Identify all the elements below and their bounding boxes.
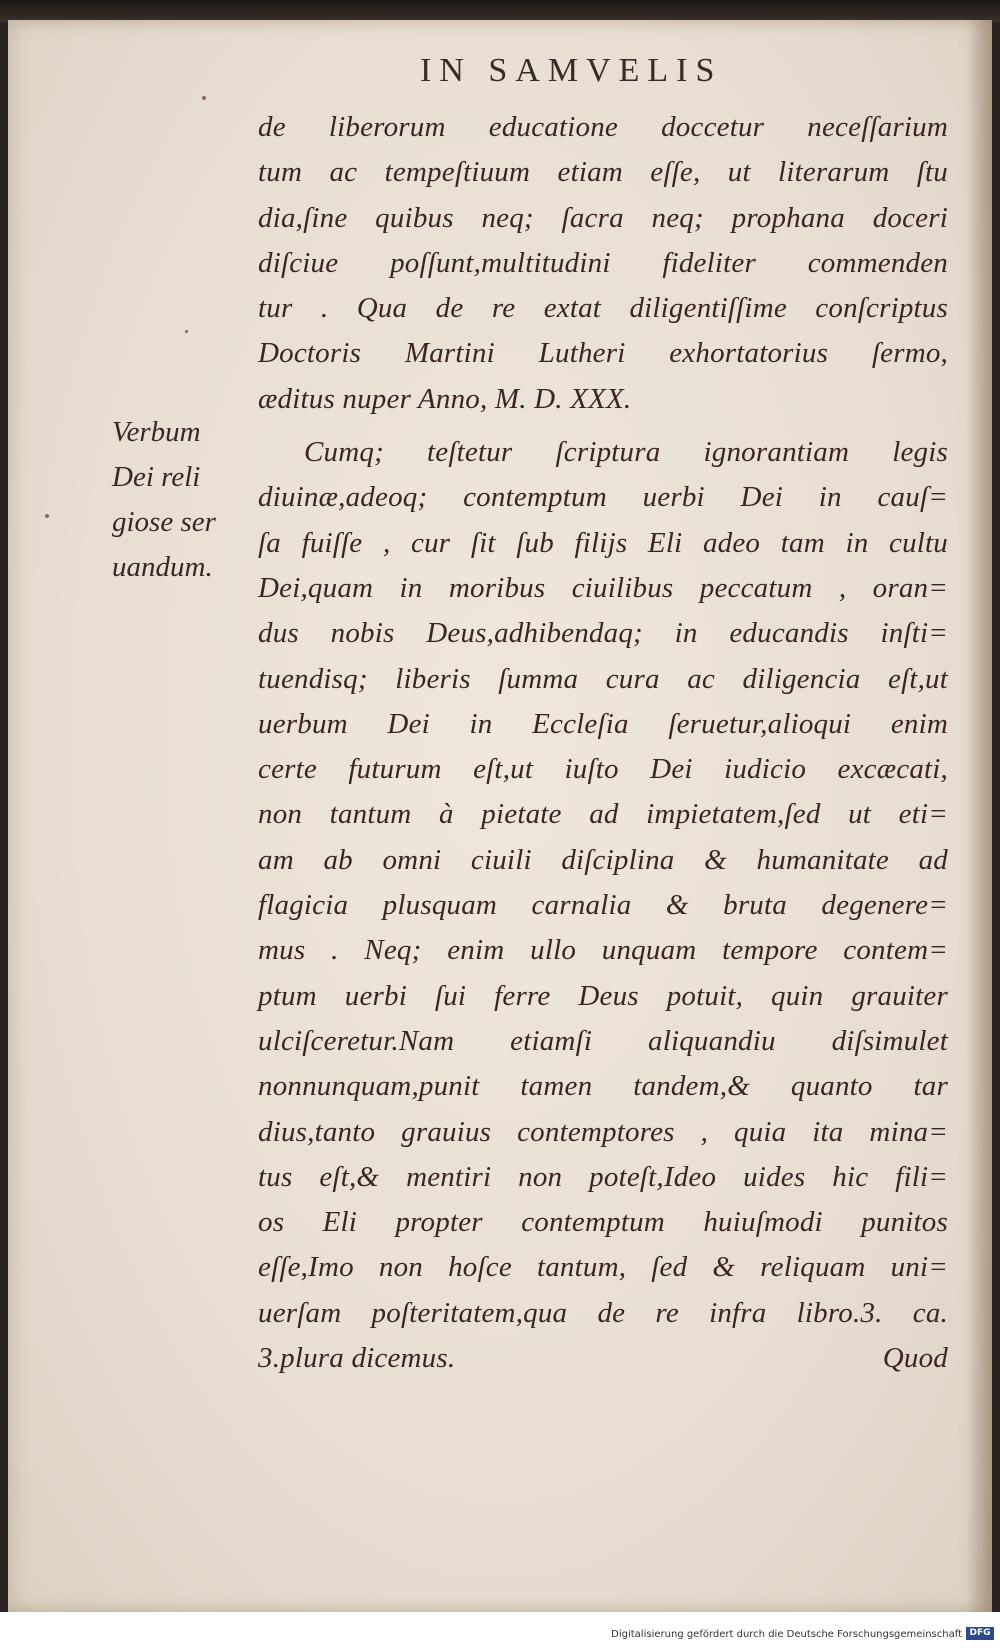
margin-note-line: Verbum bbox=[112, 416, 201, 448]
text-line: de liberorum educatione doccetur neceſſarium bbox=[258, 111, 948, 143]
footer-credit: Digitalisierung gefördert durch die Deutsche Forschungsgemeinschaft bbox=[611, 1629, 962, 1640]
text-line: ptum uerbi ſui ferre Deus potuit, quin grauiter bbox=[258, 979, 948, 1012]
text-line: tuendisq; liberis ſumma cura ac diligencia eſt,ut bbox=[258, 662, 948, 695]
paper-speck bbox=[202, 96, 206, 100]
text-line: os Eli propter contemptum huiuſmodi punitos bbox=[258, 1206, 948, 1239]
text-line: Doctoris Martini Lutheri exhortatorius ſermo, bbox=[258, 337, 948, 370]
text-line: æditus nuper Anno, M. D. XXX. bbox=[258, 382, 632, 415]
dfg-logo-icon: DFG bbox=[966, 1627, 994, 1640]
body-text bbox=[258, 105, 948, 1381]
text-line: tur . Qua de re extat diligentiſſime conſcriptus bbox=[258, 292, 948, 325]
text-line: Cumq; teſtetur ſcriptura ignorantiam legis bbox=[304, 436, 948, 469]
text-line: ſa fuiſſe , cur ſit ſub filijs Eli adeo tam in cultu bbox=[258, 526, 948, 559]
text-line: non tantum à pietate ad impietatem,ſed ut eti= bbox=[258, 798, 948, 831]
text-line: uerſam poſteritatem,qua de re infra libro.3. ca. bbox=[258, 1296, 948, 1329]
margin-note-line: Dei reli bbox=[112, 461, 201, 493]
margin-note bbox=[112, 410, 252, 590]
text-line: am ab omni ciuili diſciplina & humanitate ad bbox=[258, 843, 948, 876]
text-line-end: 3.plura dicemus. bbox=[258, 1342, 456, 1375]
running-head: IN SAMVELIS bbox=[420, 52, 723, 89]
footer-bar bbox=[0, 1612, 1000, 1648]
text-line: dia,ſine quibus neq; ſacra neq; prophana doceri bbox=[258, 201, 948, 234]
final-line bbox=[258, 1336, 948, 1381]
text-line: ulciſceretur.Nam etiamſi aliquandiu diſsimulet bbox=[258, 1024, 948, 1057]
paper-speck bbox=[45, 514, 49, 518]
text-line: eſſe,Imo non hoſce tantum, ſed & reliquam uni= bbox=[258, 1251, 948, 1284]
text-line: Dei,quam in moribus ciuilibus peccatum , oran= bbox=[258, 571, 948, 604]
text-line: flagicia plusquam carnalia & bruta degenere= bbox=[258, 889, 948, 922]
margin-note-line: uandum. bbox=[112, 551, 213, 583]
catchword: Quod bbox=[882, 1342, 948, 1375]
text-line: diuinæ,adeoq; contemptum uerbi Dei in cauſ= bbox=[258, 481, 948, 514]
text-line: tus eſt,& mentiri non poteſt,Ideo uides hic fili= bbox=[258, 1160, 948, 1193]
text-line: tum ac tempeſtiuum etiam eſſe, ut literarum ſtu bbox=[258, 156, 948, 189]
text-line: mus . Neq; enim ullo unquam tempore contem= bbox=[258, 934, 948, 967]
page-gutter-shade bbox=[966, 20, 992, 1612]
paper-speck bbox=[185, 330, 188, 333]
top-book-edge bbox=[0, 0, 1000, 22]
text-line: dus nobis Deus,adhibendaq; in educandis inſti= bbox=[258, 617, 948, 650]
margin-note-line: giose ser bbox=[112, 506, 216, 538]
text-line: certe futurum eſt,ut iuſto Dei iudicio excæcati, bbox=[258, 753, 948, 786]
text-line: diſciue poſſunt,multitudini fideliter commenden bbox=[258, 246, 948, 279]
text-line: nonnunquam,punit tamen tandem,& quanto tar bbox=[258, 1070, 948, 1103]
text-line: dius,tanto grauius contemptores , quia ita mina= bbox=[258, 1115, 948, 1148]
text-line: uerbum Dei in Eccleſia ſeruetur,alioqui enim bbox=[258, 707, 948, 740]
